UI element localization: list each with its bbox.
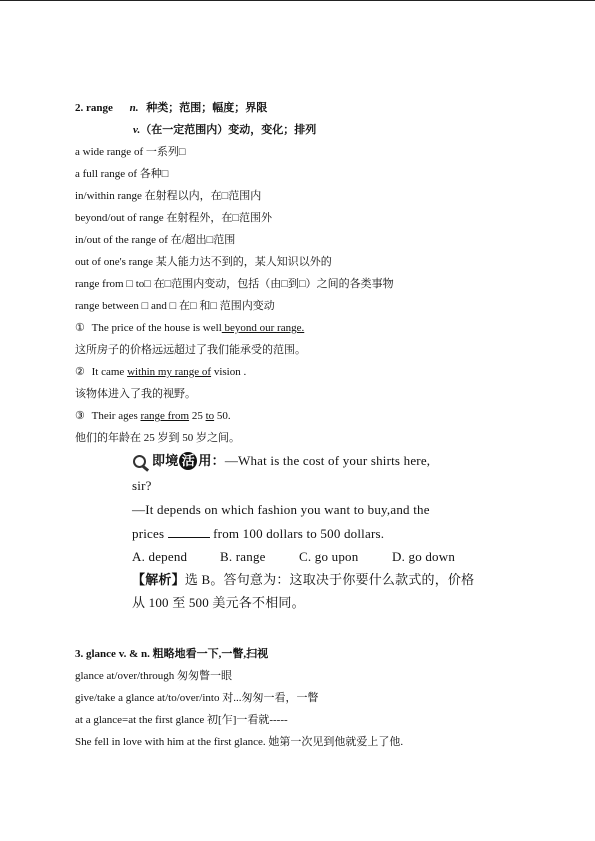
example-translation-3: 他们的年龄在 25 岁到 50 岁之间。 [75, 432, 240, 444]
phrase-line: in/within range 在射程以内，在□范围内 [75, 190, 262, 202]
example-sentence-1 [75, 321, 304, 335]
underlined-phrase: range from [140, 410, 190, 422]
answer-options [132, 549, 455, 565]
example-number: ③ [75, 410, 85, 422]
example-text: 50. [214, 410, 231, 422]
section-2-heading [75, 101, 267, 115]
phrase-line: range from □ to□ 在□范围内变动，包括（由□到□）之间的各类事物 [75, 278, 394, 290]
phrase-line: a full range of 各种□ [75, 168, 169, 180]
phrase-line: glance at/over/through 匆匆瞥一眼 [75, 670, 233, 682]
analysis-line-1 [132, 572, 474, 588]
analysis-text: 选 B。答句意为：这取决于你要什么款式的，价格 [184, 572, 475, 587]
headword: 2. range [75, 102, 113, 114]
example-translation-2: 该物体进入了我的视野。 [75, 388, 196, 400]
verb-definition-line [133, 123, 316, 137]
badge-circle-char: 活 [179, 452, 197, 470]
phrase-line: She fell in love with him at the first glance. 她第一次见到他就爱上了他. [75, 736, 404, 748]
phrase-line: give/take a glance at/to/over/into 对...匆匆一看，一瞥 [75, 692, 319, 704]
pos-noun: n. [129, 102, 139, 114]
noun-definition: 种类；范围；幅度；界限 [146, 102, 268, 114]
option-a: A. depend [132, 549, 188, 564]
exercise-question-line-4 [132, 526, 384, 542]
phrase-line: at a glance=at the first glance 初[乍]一看就----- [75, 714, 288, 726]
underlined-phrase: to [205, 410, 215, 422]
phrase-line: a wide range of 一系列□ [75, 146, 186, 158]
exercise-question-line-1 [132, 452, 430, 470]
section-3-heading: 3. glance v. & n. 粗略地看一下,一瞥,扫视 [75, 648, 269, 660]
exercise-badge [132, 452, 225, 470]
top-rule [0, 0, 595, 1]
example-text: 25 [189, 410, 206, 422]
phrase-line: out of one's range 某人能力达不到的，某人知识以外的 [75, 256, 332, 268]
underlined-phrase: within my range of [127, 366, 212, 378]
example-sentence-3 [75, 409, 231, 423]
phrase-line: beyond/out of range 在射程外，在□范围外 [75, 212, 272, 224]
exercise-question-line-2: sir? [132, 478, 152, 493]
badge-text-left: 即境 [152, 453, 179, 468]
exercise-question-line-3: —It depends on which fashion you want to buy,and the [132, 502, 430, 517]
analysis-label: 【解析】 [132, 572, 185, 587]
example-sentence-2 [75, 365, 246, 379]
question-text: prices [132, 526, 165, 541]
magnifier-icon [132, 454, 150, 468]
example-number: ② [75, 366, 85, 378]
analysis-line-2: 从 100 至 500 美元各不相同。 [132, 595, 305, 610]
underlined-phrase: beyond our range. [221, 322, 305, 334]
phrase-line: in/out of the range of 在/超出□范围 [75, 234, 236, 246]
example-text: It came [91, 366, 128, 378]
verb-definition: （在一定范围内）变动，变化；排列 [140, 124, 317, 136]
phrase-line: range between □ and □ 在□ 和□ 范围内变动 [75, 300, 275, 312]
option-c: C. go upon [299, 549, 359, 564]
example-translation-1: 这所房子的价格远远超过了我们能承受的范围。 [75, 344, 306, 356]
example-text: vision . [211, 366, 247, 378]
example-text: Their ages [91, 410, 141, 422]
badge-text-right: 用： [198, 453, 225, 468]
question-text: from 100 dollars to 500 dollars. [213, 526, 385, 541]
pos-verb: v. [133, 124, 141, 136]
question-text: —What is the cost of your shirts here, [224, 453, 431, 468]
option-b: B. range [220, 549, 266, 564]
example-text: The price of the house is well [91, 322, 222, 334]
option-d: D. go down [392, 549, 456, 564]
example-number: ① [75, 322, 85, 334]
answer-blank [168, 526, 210, 538]
